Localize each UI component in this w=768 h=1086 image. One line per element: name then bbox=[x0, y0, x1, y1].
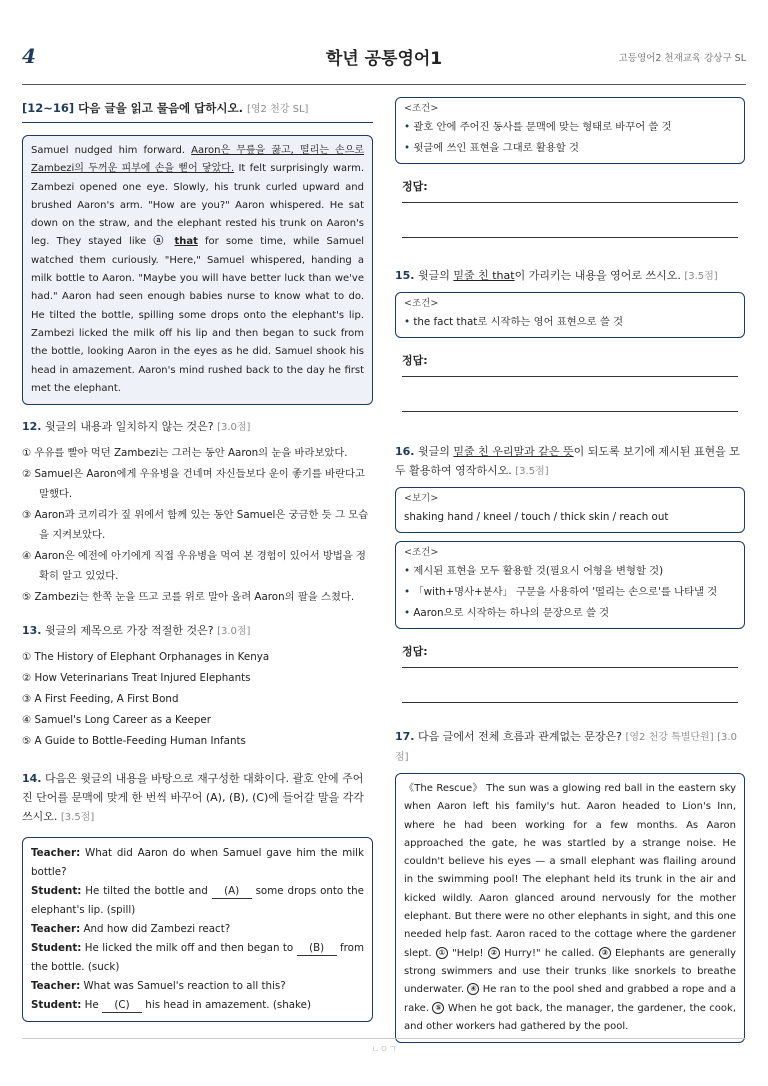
option-3[interactable]: ③ Aaron과 코끼리가 짚 위에서 함께 있는 동안 Samuel은 궁금한 듯 그 모습을 지켜보았다. bbox=[22, 509, 369, 542]
dialog-box bbox=[22, 837, 373, 1022]
question-text: 이 되도록 보기에 제시된 표현을 모두 활용하여 영작하시오. bbox=[395, 445, 740, 477]
question-number: 12. bbox=[22, 420, 42, 434]
condition-text: 제시된 표현을 모두 활용할 것(필요시 어형을 변형할 것) bbox=[413, 565, 664, 577]
option-4[interactable]: ④ Samuel's Long Career as a Keeper bbox=[22, 714, 211, 727]
condition-heading: <조건> bbox=[404, 298, 439, 309]
question-number: 13. bbox=[22, 624, 42, 638]
q16-condition-box bbox=[395, 541, 745, 629]
condition-item: • 윗글에 쓰인 표현을 그대로 활용할 것 bbox=[404, 142, 579, 154]
answer-line[interactable] bbox=[402, 702, 738, 703]
page-header bbox=[22, 44, 746, 72]
condition-heading: <조건> bbox=[404, 547, 439, 558]
page-title: 학년 공통영어1 bbox=[325, 49, 443, 69]
section-range: [12~16] bbox=[22, 101, 75, 115]
answer-label: 정답: bbox=[402, 354, 428, 367]
question-17 bbox=[395, 727, 745, 767]
dialog-line bbox=[31, 977, 364, 996]
passage-text: 《The Rescue》 The sun was a glowing red ball in the eastern sky when Aaron left his family's hut. Aaron headed to Lion's Inn, where he had been working for a few months. As Aaron approached the gate, he was startled by a strange noise. He couldn't believe his eyes — a small elephant was flailing around in the swimming pool! The elephant held its trunk in the air and kicked wildly. Aaron glanced around nervously for the mother elephant. But there were no other elephants in sight, and this one needed help fast. Aaron raced to the cottage where the gardener slept. bbox=[404, 783, 736, 959]
choice-marker-5[interactable]: ⑤ bbox=[432, 1002, 444, 1014]
option-2[interactable]: ② How Veterinarians Treat Injured Elephants bbox=[22, 672, 251, 685]
answer-label: 정답: bbox=[402, 645, 428, 658]
blank-b[interactable]: (B) bbox=[297, 941, 337, 956]
passage-text: "Help! bbox=[447, 947, 488, 959]
option-2[interactable]: ② Samuel은 Aaron에게 우유병을 건네며 자신들보다 운이 좋기를 바란다고 말했다. bbox=[22, 468, 365, 501]
question-points: [3.5점] bbox=[60, 812, 95, 824]
option-5[interactable]: ⑤ Zambezi는 한쪽 눈을 뜨고 코를 위로 말아 올려 Aaron의 팔을 스쳤다. bbox=[22, 591, 355, 604]
speaker-label: Student: bbox=[31, 999, 82, 1012]
passage-text: for some time, while Samuel watched them curiously. "Here," Samuel whispered, handing a milk bottle to Aaron. "Maybe you will have better luck than we've had." Aaron had seen enough babies nurse to know what to do. He tilted the bottle, spilling some drops onto the elephant's lip. Zambezi licked the milk off his lip and then began to suck from the bottle, looking Aaron in the eyes as he did. Samuel shook his head in amazement. Aaron's mind rushed back to the day he first met the elephant. bbox=[31, 236, 364, 394]
right-column bbox=[395, 97, 745, 1043]
question-text: 다음 글에서 전체 흐름과 관계없는 문장은? bbox=[418, 730, 622, 743]
condition-text: 윗글에 쓰인 표현을 그대로 활용할 것 bbox=[413, 142, 579, 154]
dialog-text: some drops onto the elephant's lip. (spill) bbox=[31, 885, 364, 917]
passage-text: Hurry!" he called. bbox=[499, 947, 599, 959]
condition-text: 괄호 안에 주어진 동사를 문맥에 맞는 형태로 바꾸어 쓸 것 bbox=[413, 121, 672, 133]
question-13 bbox=[22, 621, 373, 641]
question-points: [3.0점] bbox=[217, 626, 251, 638]
question-number: 16. bbox=[395, 445, 415, 458]
blank-c[interactable]: (C) bbox=[102, 998, 142, 1013]
dialog-text: What was Samuel's reaction to all this? bbox=[80, 980, 286, 993]
condition-item: • 제시된 표현을 모두 활용할 것(필요시 어형을 변형할 것) bbox=[404, 565, 664, 577]
example-text: shaking hand / kneel / touch / thick skin / reach out bbox=[404, 511, 669, 523]
question-text: 윗글의 bbox=[418, 445, 454, 458]
section-instruction: 다음 글을 읽고 물음에 답하시오. bbox=[78, 101, 243, 115]
dialog-line bbox=[31, 882, 364, 920]
question-14 bbox=[22, 769, 373, 827]
q13-options bbox=[22, 647, 373, 751]
question-points: [3.5점] bbox=[515, 466, 549, 477]
footer-page-label: ㄴㅇㄱ bbox=[370, 1045, 398, 1055]
question-16 bbox=[395, 442, 745, 481]
question-underlined: 밑줄 친 that bbox=[453, 269, 515, 282]
passage-text: He ran to the pool shed and grabbed a rope and a rake. bbox=[404, 984, 736, 1014]
speaker-label: Teacher: bbox=[31, 923, 81, 936]
condition-text: Aaron으로 시작하는 하나의 문장으로 쓸 것 bbox=[413, 607, 610, 619]
question-underlined: 밑줄 친 우리말과 같은 뜻 bbox=[453, 445, 574, 458]
question-text: 윗글의 bbox=[418, 269, 454, 282]
dialog-text: He tilted the bottle and bbox=[81, 885, 212, 898]
answer-line[interactable] bbox=[402, 237, 738, 238]
question-number: 14. bbox=[22, 772, 42, 786]
question-points: [3.5점] bbox=[684, 271, 718, 282]
dialog-text: from the bottle. (suck) bbox=[31, 942, 364, 974]
choice-marker-1[interactable]: ① bbox=[436, 947, 448, 959]
left-column bbox=[22, 100, 373, 1022]
footer-divider bbox=[22, 1038, 746, 1039]
question-text: 다음은 윗글의 내용을 바탕으로 재구성한 대화이다. 괄호 안에 주어진 단어를 문맥에 맞게 한 번씩 바꾸어 (A), (B), (C)에 들어갈 말을 각각 쓰시오. bbox=[22, 772, 364, 824]
condition-heading: <조건> bbox=[404, 103, 439, 114]
blank-a[interactable]: (A) bbox=[212, 884, 252, 899]
q16-example-box bbox=[395, 487, 745, 533]
question-number: 17. bbox=[395, 730, 415, 743]
example-heading: <보기> bbox=[404, 493, 439, 504]
condition-item: • 괄호 안에 주어진 동사를 문맥에 맞는 형태로 바꾸어 쓸 것 bbox=[404, 121, 672, 133]
q17-passage bbox=[395, 773, 745, 1043]
speaker-label: Student: bbox=[31, 885, 82, 898]
option-4[interactable]: ④ Aaron은 예전에 아기에게 직접 우유병을 먹여 본 경험이 있어서 방법을 정확히 알고 있었다. bbox=[22, 550, 366, 583]
speaker-label: Student: bbox=[31, 942, 82, 955]
option-5[interactable]: ⑤ A Guide to Bottle-Feeding Human Infants bbox=[22, 735, 246, 748]
dialog-line bbox=[31, 844, 364, 882]
answer-line[interactable] bbox=[402, 376, 738, 377]
dialog-text: He bbox=[81, 999, 103, 1012]
question-points: [3.0점] bbox=[217, 422, 251, 434]
dialog-line bbox=[31, 920, 364, 939]
speaker-label: Teacher: bbox=[31, 847, 81, 860]
condition-item: • 「with+명사+분사」 구문을 사용하여 '떨리는 손으로'를 나타낼 것 bbox=[404, 586, 718, 598]
question-text: 윗글의 제목으로 가장 적절한 것은? bbox=[45, 624, 214, 638]
passage-text: When he got back, the manager, the gardener, the cook, and other workers had gathered by the pool. bbox=[404, 1002, 737, 1032]
marker-a: ⓐ bbox=[153, 236, 168, 248]
answer-label: 정답: bbox=[402, 180, 428, 193]
header-divider bbox=[22, 84, 746, 85]
choice-marker-2[interactable]: ② bbox=[488, 947, 500, 959]
answer-line[interactable] bbox=[402, 411, 738, 412]
option-1[interactable]: ① The History of Elephant Orphanages in Kenya bbox=[22, 651, 270, 664]
question-15 bbox=[395, 266, 745, 286]
section-heading bbox=[22, 100, 373, 123]
dialog-text: What did Aaron do when Samuel gave him the milk bottle? bbox=[31, 847, 364, 879]
passage-text: Samuel nudged him forward. bbox=[31, 145, 192, 156]
question-points: [3.0점] bbox=[395, 732, 737, 763]
question-tag: [영2 천강 특별단원] bbox=[625, 732, 714, 743]
q14-condition-box bbox=[395, 97, 745, 164]
dialog-text: He licked the milk off and then began to bbox=[81, 942, 297, 955]
passage-text: It felt surprisingly warm. Zambezi opened one eye. Slowly, his trunk curled upward and brushed Aaron's arm. "How are you?" Aaron whispered. He sat down on the straw, and the elephant rested his trunk on Aaron's leg. They stayed like bbox=[31, 163, 365, 248]
underlined-korean-sentence: Aaron은 무릎을 꿇고, 떨리는 손으로 Zambezi의 두꺼운 피부에 손을 뻗어 닿았다. bbox=[31, 145, 364, 175]
option-3[interactable]: ③ A First Feeding, A First Bond bbox=[22, 693, 179, 706]
speaker-label: Teacher: bbox=[31, 980, 81, 993]
q12-options bbox=[22, 443, 373, 607]
answer-line[interactable] bbox=[402, 202, 738, 203]
answer-line[interactable] bbox=[402, 667, 738, 668]
condition-text: the fact that로 시작하는 영어 표현으로 쓸 것 bbox=[413, 316, 624, 328]
reading-passage bbox=[22, 135, 373, 405]
question-text: 윗글의 내용과 일치하지 않는 것은? bbox=[45, 420, 214, 434]
condition-text: 「with+명사+분사」 구문을 사용하여 '떨리는 손으로'를 나타낼 것 bbox=[413, 586, 718, 598]
section-tag: [영2 천강 SL] bbox=[247, 104, 309, 115]
page-number: 4 bbox=[22, 44, 36, 68]
choice-marker-3[interactable]: ③ bbox=[599, 947, 611, 959]
choice-marker-4[interactable]: ④ bbox=[467, 983, 479, 995]
page-subtitle: 고등영어2 천재교육 강상구 SL bbox=[618, 53, 746, 64]
question-number: 15. bbox=[395, 269, 415, 282]
condition-item: • the fact that로 시작하는 영어 표현으로 쓸 것 bbox=[404, 316, 624, 328]
dialog-text: And how did Zambezi react? bbox=[80, 923, 231, 936]
underlined-that: that bbox=[174, 236, 198, 248]
dialog-text: his head in amazement. (shake) bbox=[142, 999, 311, 1012]
dialog-line bbox=[31, 996, 364, 1015]
passage-text: Elephants are generally strong swimmers and use their trunks like snorkels to breathe underwater. bbox=[404, 947, 736, 996]
question-12 bbox=[22, 417, 373, 437]
dialog-line bbox=[31, 939, 364, 977]
option-1[interactable]: ① 우유를 빨아 먹던 Zambezi는 그러는 동안 Aaron의 눈을 바라보았다. bbox=[22, 447, 348, 460]
condition-item: • Aaron으로 시작하는 하나의 문장으로 쓸 것 bbox=[404, 607, 610, 619]
q15-condition-box bbox=[395, 292, 745, 338]
question-text: 이 가리키는 내용을 영어로 쓰시오. bbox=[514, 269, 681, 282]
